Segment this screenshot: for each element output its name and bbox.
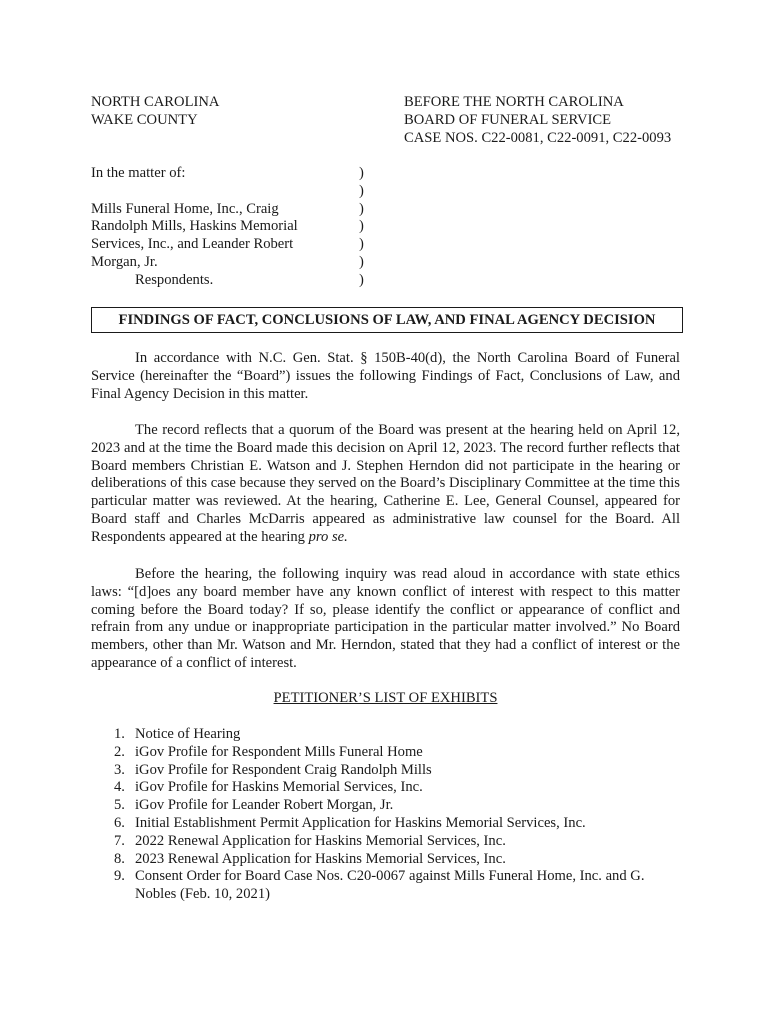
item-text: iGov Profile for Haskins Memorial Services, Inc.	[135, 779, 423, 796]
case-caption	[91, 165, 351, 290]
paragraph-intro: In accordance with N.C. Gen. Stat. § 150B-40(d), the North Carolina Board of Funeral Service (hereinafter the “Board”) issues the following Findings of Fact, Conclusions of Law, and Final Agency Decision in this matter.	[91, 350, 680, 402]
item-number: 1.	[114, 726, 125, 742]
paren: )	[359, 182, 364, 199]
list-item	[91, 726, 680, 744]
exhibits-list	[91, 726, 680, 904]
caption-parens	[359, 165, 364, 290]
paragraph-ethics: Before the hearing, the following inquiry was read aloud in accordance with state ethics laws: “[d]oes any board member have any known conflict of interest with respect to this matter coming before the Board today? If so, please identify the conflict or appearance of conflict and refrain from any undue or inappropriate participation in the particular matter involved.” No Board members, other than Mr. Watson and Mr. Herndon, stated that they had a conflict of interest or the appearance of a conflict of interest.	[91, 566, 680, 671]
respondent-line: Morgan, Jr.	[91, 253, 158, 270]
tribunal-line-2: BOARD OF FUNERAL SERVICE	[404, 111, 612, 128]
list-item	[91, 744, 680, 762]
item-number: 8.	[114, 850, 125, 867]
list-item	[91, 797, 680, 815]
list-item	[91, 762, 680, 780]
list-item	[91, 833, 680, 851]
paren: )	[359, 218, 364, 235]
item-text: iGov Profile for Respondent Craig Randolph Mills	[135, 761, 432, 778]
list-item	[91, 815, 680, 833]
list-item	[91, 868, 680, 904]
paren: )	[359, 271, 364, 288]
item-text: Consent Order for Board Case Nos. C20-0067 against Mills Funeral Home, Inc. and G. Nobles (Feb. 10, 2021)	[135, 868, 645, 903]
respondents-label: Respondents.	[135, 271, 214, 288]
exhibits-heading: PETITIONER’S LIST OF EXHIBITS	[273, 690, 498, 706]
item-number: 2.	[114, 743, 125, 760]
paren: )	[359, 253, 364, 270]
county-line: WAKE COUNTY	[91, 111, 198, 128]
paragraph-quorum	[91, 422, 680, 547]
item-number: 9.	[114, 868, 125, 885]
item-text: 2023 Renewal Application for Haskins Memorial Services, Inc.	[135, 850, 506, 867]
paren: )	[359, 165, 364, 181]
item-number: 4.	[114, 779, 125, 796]
item-number: 7.	[114, 832, 125, 849]
respondent-line: Randolph Mills, Haskins Memorial	[91, 218, 298, 235]
item-text: 2022 Renewal Application for Haskins Memorial Services, Inc.	[135, 832, 506, 849]
matter-label: In the matter of:	[91, 165, 186, 181]
pro-se-text: pro se.	[308, 528, 348, 545]
respondent-line: Services, Inc., and Leander Robert	[91, 236, 294, 253]
tribunal-line-1: BEFORE THE NORTH CAROLINA	[404, 94, 624, 110]
paragraph-quorum-text: The record reflects that a quorum of the Board was present at the hearing held on April 12, 2023 and at the time the Board made this decision on April 12, 2023. The record further reflects that Board members Christian E. Watson and J. Stephen Herndon did not participate in the hearing or deliberations of this case because they served on the Board’s Disciplinary Committee at the time this particular matter was reviewed. At the hearing, Catherine E. Lee, General Counsel, appeared for Board staff and Charles McDarris appeared as administrative law counsel for the Board. All Respondents appeared at the hearing	[91, 422, 680, 545]
header-right	[404, 94, 671, 147]
item-text: iGov Profile for Respondent Mills Funeral Home	[135, 743, 423, 760]
state-line: NORTH CAROLINA	[91, 94, 220, 110]
list-item	[91, 779, 680, 797]
item-number: 6.	[114, 814, 125, 831]
list-item	[91, 851, 680, 869]
item-number: 5.	[114, 797, 125, 814]
paren: )	[359, 200, 364, 217]
item-text: iGov Profile for Leander Robert Morgan, Jr.	[135, 797, 394, 814]
case-numbers: CASE NOS. C22-0081, C22-0091, C22-0093	[404, 129, 672, 146]
item-number: 3.	[114, 761, 125, 778]
caption-blank	[91, 183, 351, 201]
document-title: FINDINGS OF FACT, CONCLUSIONS OF LAW, AND FINAL AGENCY DECISION	[91, 307, 683, 333]
item-text: Notice of Hearing	[135, 726, 241, 742]
respondent-line: Mills Funeral Home, Inc., Craig	[91, 200, 279, 217]
paren: )	[359, 236, 364, 253]
item-text: Initial Establishment Permit Application for Haskins Memorial Services, Inc.	[135, 814, 586, 831]
header-left	[91, 94, 219, 130]
